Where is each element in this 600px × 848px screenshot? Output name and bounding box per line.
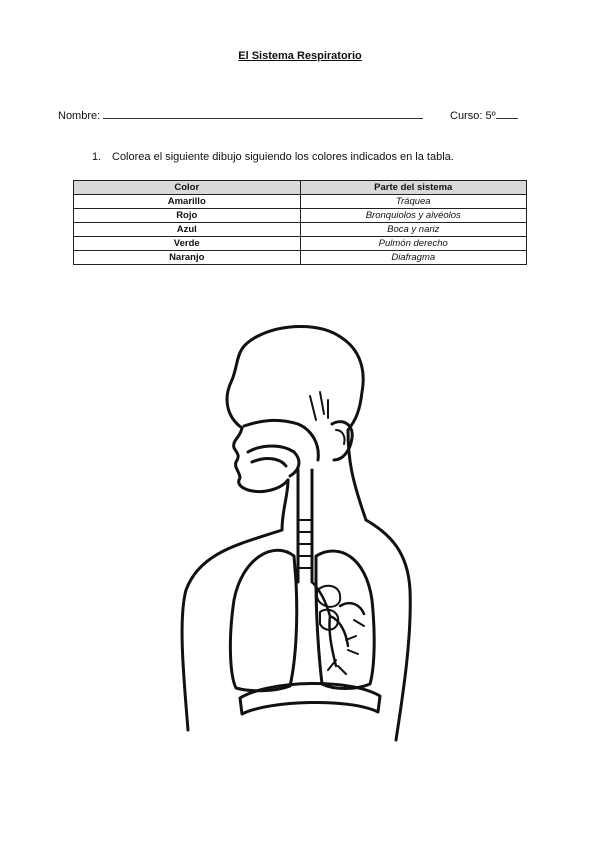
color-table [73,180,527,265]
name-blank-line[interactable] [103,108,423,119]
row-color: Azul [74,223,301,237]
header-color: Color [74,181,301,195]
row-color: Verde [74,237,301,251]
table-row [74,195,527,209]
trachea [298,470,312,582]
row-part: Diafragma [300,251,527,265]
row-color: Amarillo [74,195,301,209]
table-row [74,251,527,265]
instruction-text: Colorea el siguiente dibujo siguiendo los colores indicados en la tabla. [112,151,454,163]
row-part: Tráquea [300,195,527,209]
instruction-number: 1. [92,151,102,163]
name-field-row [58,108,423,122]
left-lung [316,551,374,688]
nasal-cavity [244,420,318,460]
table-row [74,223,527,237]
table-row [74,237,527,251]
neck-front [282,480,288,530]
row-part: Pulmón derecho [300,237,527,251]
instruction [92,151,454,163]
row-part: Boca y nariz [300,223,527,237]
tongue [252,459,286,466]
row-part: Bronquiolos y alvéolos [300,209,527,223]
head-outline [227,327,363,431]
page-title: El Sistema Respiratorio [238,50,362,62]
table-header-row [74,181,527,195]
header-part: Parte del sistema [300,181,527,195]
course-label: Curso: 5º [450,110,496,122]
right-lung [230,550,296,691]
row-color: Rojo [74,209,301,223]
diaphragm [240,683,380,714]
course-field-row [450,108,518,122]
table-row [74,209,527,223]
row-color: Naranjo [74,251,301,265]
course-blank-line[interactable] [496,108,518,119]
alveoli [317,586,340,607]
respiratory-system-illustration [170,320,430,750]
name-label: Nombre: [58,110,101,122]
